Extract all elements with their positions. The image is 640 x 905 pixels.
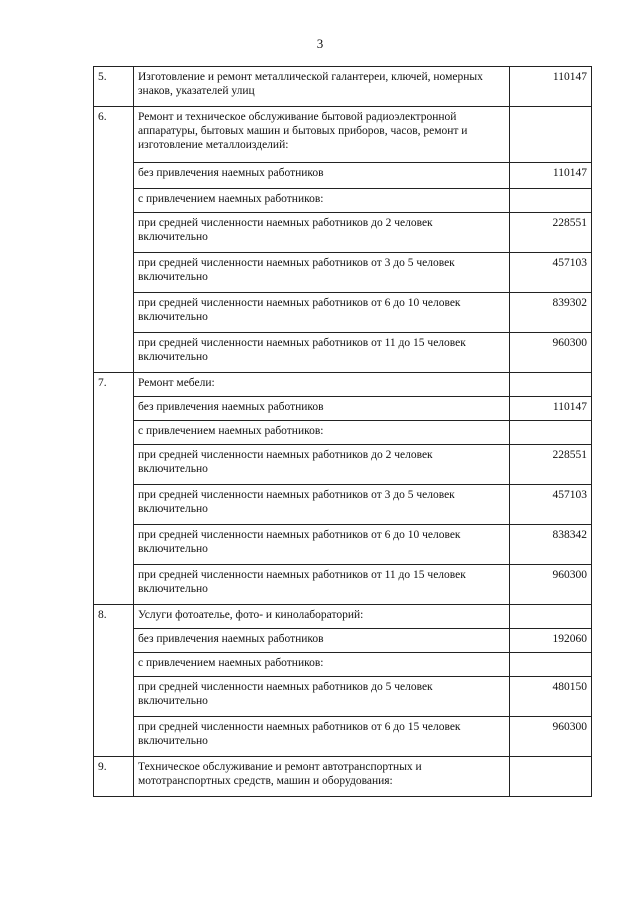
row-description: при средней численности наемных работников до 2 человек включительно xyxy=(134,445,510,485)
table-row xyxy=(94,717,592,757)
row-description: при средней численности наемных работников от 11 до 15 человек включительно xyxy=(134,333,510,373)
page-number: 3 xyxy=(316,36,324,51)
row-value: 960300 xyxy=(510,333,592,373)
tariff-table xyxy=(93,66,592,797)
row-description: без привлечения наемных работников xyxy=(134,629,510,653)
row-value: 960300 xyxy=(510,717,592,757)
row-value xyxy=(510,189,592,213)
row-description: Ремонт мебели: xyxy=(134,373,510,397)
table-row xyxy=(94,605,592,629)
row-value: 228551 xyxy=(510,213,592,253)
table-row xyxy=(94,421,592,445)
table-row xyxy=(94,213,592,253)
row-value xyxy=(510,107,592,163)
table-row xyxy=(94,653,592,677)
row-value xyxy=(510,605,592,629)
row-description: Техническое обслуживание и ремонт автотранспортных и мототранспортных средств, машин и оборудования: xyxy=(134,757,510,797)
row-description: Услуги фотоателье, фото- и кинолабораторий: xyxy=(134,605,510,629)
row-description: при средней численности наемных работников от 6 до 10 человек включительно xyxy=(134,293,510,333)
row-value: 839302 xyxy=(510,293,592,333)
row-description: при средней численности наемных работников от 3 до 5 человек включительно xyxy=(134,485,510,525)
table-row xyxy=(94,107,592,163)
table-row xyxy=(94,757,592,797)
table-row xyxy=(94,397,592,421)
row-number: 8. xyxy=(94,605,134,757)
row-value: 110147 xyxy=(510,397,592,421)
row-value: 110147 xyxy=(510,163,592,189)
row-number: 9. xyxy=(94,757,134,797)
row-value: 480150 xyxy=(510,677,592,717)
table-row xyxy=(94,293,592,333)
row-value xyxy=(510,757,592,797)
row-value xyxy=(510,653,592,677)
row-description: при средней численности наемных работников от 6 до 15 человек включительно xyxy=(134,717,510,757)
table-row xyxy=(94,333,592,373)
row-description: Ремонт и техническое обслуживание бытовой радиоэлектронной аппаратуры, бытовых машин и бытовых приборов, часов, ремонт и изготовление металлоизделий: xyxy=(134,107,510,163)
row-description: при средней численности наемных работников от 11 до 15 человек включительно xyxy=(134,565,510,605)
row-value: 192060 xyxy=(510,629,592,653)
row-number: 5. xyxy=(94,67,134,107)
table-row xyxy=(94,565,592,605)
table-row xyxy=(94,629,592,653)
row-description: Изготовление и ремонт металлической галантереи, ключей, номерных знаков, указателей улиц xyxy=(134,67,510,107)
row-number: 7. xyxy=(94,373,134,605)
row-description: при средней численности наемных работников от 6 до 10 человек включительно xyxy=(134,525,510,565)
row-description: при средней численности наемных работников до 5 человек включительно xyxy=(134,677,510,717)
table-row xyxy=(94,677,592,717)
table-row xyxy=(94,525,592,565)
row-description: с привлечением наемных работников: xyxy=(134,653,510,677)
row-value: 457103 xyxy=(510,253,592,293)
row-value: 228551 xyxy=(510,445,592,485)
table-row xyxy=(94,373,592,397)
row-value: 110147 xyxy=(510,67,592,107)
table-row xyxy=(94,189,592,213)
table-row xyxy=(94,445,592,485)
row-number: 6. xyxy=(94,107,134,373)
table-row xyxy=(94,485,592,525)
tariff-table-body xyxy=(94,67,592,797)
row-value: 838342 xyxy=(510,525,592,565)
row-value xyxy=(510,373,592,397)
row-value: 960300 xyxy=(510,565,592,605)
row-description: без привлечения наемных работников xyxy=(134,397,510,421)
row-description: с привлечением наемных работников: xyxy=(134,189,510,213)
row-description: при средней численности наемных работников до 2 человек включительно xyxy=(134,213,510,253)
table-row xyxy=(94,253,592,293)
row-value: 457103 xyxy=(510,485,592,525)
row-value xyxy=(510,421,592,445)
table-row xyxy=(94,163,592,189)
row-description: при средней численности наемных работников от 3 до 5 человек включительно xyxy=(134,253,510,293)
row-description: с привлечением наемных работников: xyxy=(134,421,510,445)
row-description: без привлечения наемных работников xyxy=(134,163,510,189)
table-row xyxy=(94,67,592,107)
